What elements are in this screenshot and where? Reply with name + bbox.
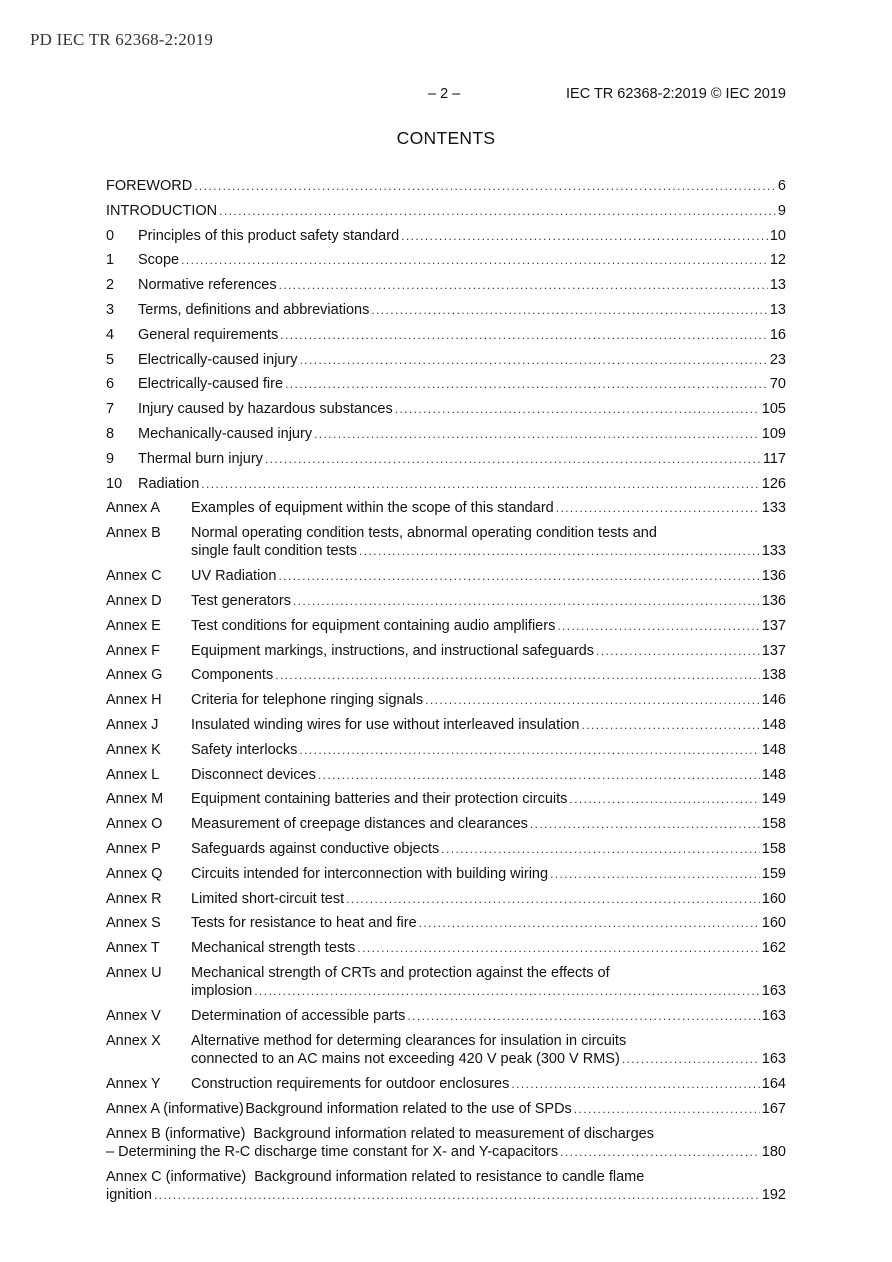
annex-label: Annex M — [106, 791, 164, 808]
toc-entry-annex-a[interactable] — [106, 499, 786, 517]
toc-entry-page: 70 — [769, 376, 786, 393]
clause-number: 1 — [106, 252, 115, 269]
annex-label: Annex P — [106, 841, 161, 858]
toc-entry-page: 10 — [769, 227, 786, 244]
toc-entry-title: Tests for resistance to heat and fire — [191, 915, 417, 932]
annex-label: Annex B — [106, 525, 161, 542]
dot-leader — [285, 375, 768, 393]
toc-entry-clause-0[interactable] — [106, 227, 786, 245]
document-code: PD IEC TR 62368-2:2019 — [30, 30, 214, 49]
dot-leader — [154, 1186, 760, 1204]
toc-entry-annex-x[interactable] — [106, 1032, 786, 1069]
dot-leader — [293, 592, 760, 610]
contents-title: CONTENTS — [396, 128, 496, 148]
clause-number: 4 — [106, 326, 115, 343]
annex-label: Annex G — [106, 667, 163, 684]
dot-leader — [530, 815, 760, 833]
annex-label: Annex Y — [106, 1075, 161, 1092]
toc-entry-title: Mechanical strength of CRTs and protection against the effects of — [191, 965, 610, 981]
toc-entry-page: 136 — [761, 593, 786, 610]
toc-entry-clause-3[interactable] — [106, 301, 786, 319]
dot-leader — [622, 1050, 760, 1068]
toc-entry-title: Terms, definitions and abbreviations — [138, 301, 370, 318]
toc-entry-annex-q[interactable] — [106, 865, 786, 883]
toc-entry-title: Scope — [138, 252, 180, 269]
toc-entry-title: INTRODUCTION — [106, 202, 218, 219]
toc-entry-title: Background information related to resistance to candle flame — [254, 1168, 645, 1185]
toc-entry-annex-t[interactable] — [106, 939, 786, 957]
toc-entry-introduction[interactable] — [106, 202, 786, 220]
annex-label: Annex Q — [106, 865, 163, 882]
dot-leader — [278, 567, 759, 585]
dot-leader — [569, 790, 759, 808]
toc-entry-title: Test generators — [191, 593, 291, 610]
toc-entry-page: 163 — [761, 983, 786, 1000]
toc-entry-page: 136 — [761, 568, 786, 585]
toc-entry-page: 12 — [769, 252, 786, 269]
toc-entry-informative-annex-b[interactable] — [106, 1125, 786, 1162]
toc-entry-title: Equipment markings, instructions, and instructional safeguards — [191, 642, 594, 659]
dot-leader — [280, 326, 768, 344]
toc-entry-title: Disconnect devices — [191, 766, 316, 783]
toc-entry-title: Safeguards against conductive objects — [191, 841, 440, 858]
toc-entry-annex-y[interactable] — [106, 1075, 786, 1093]
toc-entry-annex-e[interactable] — [106, 617, 786, 635]
toc-entry-title-continued: ignition — [106, 1186, 152, 1203]
annex-label: Annex A (informative) — [106, 1100, 244, 1117]
toc-entry-page: 133 — [761, 500, 786, 517]
dot-leader — [181, 251, 768, 269]
toc-entry-title: Background information related to measurement of discharges — [253, 1125, 654, 1142]
toc-entry-annex-l[interactable] — [106, 766, 786, 784]
annex-label: Annex O — [106, 816, 163, 833]
toc-entry-annex-g[interactable] — [106, 666, 786, 684]
dot-leader — [582, 716, 760, 734]
toc-entry-page: 16 — [769, 326, 786, 343]
toc-entry-annex-f[interactable] — [106, 642, 786, 660]
toc-entry-title: Mechanical strength tests — [191, 940, 356, 957]
toc-entry-page: 158 — [761, 841, 786, 858]
toc-entry-annex-u[interactable] — [106, 964, 786, 1001]
dot-leader — [357, 939, 759, 957]
dot-leader — [574, 1100, 760, 1118]
toc-entry-page: 163 — [761, 1008, 786, 1025]
toc-entry-page: 148 — [761, 766, 786, 783]
toc-entry-title: Normal operating condition tests, abnormal operating condition tests and — [191, 525, 657, 542]
toc-entry-title: FOREWORD — [106, 178, 193, 194]
dot-leader — [279, 276, 768, 294]
dot-leader — [346, 890, 760, 908]
toc-entry-annex-b[interactable] — [106, 524, 786, 561]
toc-entry-page: 148 — [761, 741, 786, 758]
toc-entry-title: Insulated winding wires for use without interleaved insulation — [191, 717, 580, 734]
toc-entry-title: Radiation — [138, 475, 200, 492]
annex-label: Annex C (informative) — [106, 1168, 247, 1185]
dot-leader — [596, 642, 760, 660]
dot-leader — [318, 766, 760, 784]
toc-entry-page: 117 — [762, 450, 786, 467]
annex-label: Annex F — [106, 642, 160, 659]
annex-label: Annex X — [106, 1032, 161, 1049]
toc-entry-title: Components — [191, 667, 274, 684]
toc-entry-title: Construction requirements for outdoor enclosures — [191, 1075, 510, 1092]
dot-leader — [556, 499, 760, 517]
toc-entry-page: 163 — [761, 1051, 786, 1068]
toc-entry-page: 6 — [777, 178, 786, 194]
toc-entry-page: 192 — [761, 1186, 786, 1203]
toc-entry-annex-d[interactable] — [106, 592, 786, 610]
toc-entry-page: 137 — [761, 617, 786, 634]
annex-label: Annex A — [106, 500, 161, 517]
toc-entry-title: Safety interlocks — [191, 741, 298, 758]
toc-entry-annex-p[interactable] — [106, 840, 786, 858]
toc-entry-foreword[interactable] — [106, 177, 786, 195]
dot-leader — [201, 475, 760, 493]
toc-entry-page: 159 — [761, 865, 786, 882]
dot-leader — [395, 400, 760, 418]
clause-number: 6 — [106, 376, 115, 393]
clause-number: 0 — [106, 227, 115, 244]
toc-entry-title: Criteria for telephone ringing signals — [191, 692, 424, 709]
dot-leader — [407, 1007, 759, 1025]
toc-entry-title: Mechanically-caused injury — [138, 425, 313, 442]
dot-leader — [441, 840, 760, 858]
annex-label: Annex R — [106, 890, 162, 907]
toc-entry-title: Limited short-circuit test — [191, 890, 345, 907]
toc-entry-page: 180 — [761, 1143, 786, 1160]
toc-entry-title: Electrically-caused fire — [138, 376, 284, 393]
toc-entry-clause-1[interactable] — [106, 251, 786, 269]
toc-entry-page: 158 — [761, 816, 786, 833]
toc-entry-title: Determination of accessible parts — [191, 1008, 406, 1025]
toc-entry-clause-4[interactable] — [106, 326, 786, 344]
toc-entry-title: Background information related to the use of SPDs — [245, 1100, 572, 1117]
dot-leader — [401, 227, 768, 245]
dot-leader — [560, 1143, 760, 1161]
annex-label: Annex E — [106, 617, 161, 634]
dot-leader — [314, 425, 760, 443]
clause-number: 8 — [106, 425, 115, 442]
toc-entry-annex-k[interactable] — [106, 741, 786, 759]
toc-entry-page: 167 — [761, 1100, 786, 1117]
toc-entry-page: 9 — [777, 202, 786, 219]
toc-entry-title: General requirements — [138, 326, 279, 343]
dot-leader — [550, 865, 760, 883]
dot-leader — [359, 542, 760, 560]
toc-entry-clause-6[interactable] — [106, 375, 786, 393]
page-reference: IEC TR 62368-2:2019 © IEC 2019 — [566, 86, 786, 102]
clause-number: 9 — [106, 450, 115, 467]
toc-entry-page: 148 — [761, 717, 786, 734]
toc-entry-title: UV Radiation — [191, 568, 277, 585]
dot-leader — [425, 691, 760, 709]
annex-label: Annex B (informative) — [106, 1125, 246, 1142]
toc-entry-clause-8[interactable] — [106, 425, 786, 443]
dot-leader — [265, 450, 761, 468]
toc-entry-page: 23 — [769, 351, 786, 368]
toc-entry-page: 162 — [761, 940, 786, 957]
toc-entry-annex-o[interactable] — [106, 815, 786, 833]
toc-entry-page: 109 — [761, 425, 786, 442]
toc-entry-annex-j[interactable] — [106, 716, 786, 734]
annex-label: Annex L — [106, 766, 160, 783]
toc-entry-title: Measurement of creepage distances and clearances — [191, 816, 528, 833]
clause-number: 7 — [106, 401, 115, 418]
toc-entry-title: Principles of this product safety standard — [138, 227, 400, 244]
toc-entry-title: Equipment containing batteries and their protection circuits — [191, 791, 568, 808]
dot-leader — [419, 914, 760, 932]
toc-entry-page: 160 — [761, 915, 786, 932]
toc-entry-title: Thermal burn injury — [138, 450, 263, 467]
toc-entry-title: Circuits intended for interconnection with building wiring — [191, 865, 549, 882]
toc-entry-informative-annex-c[interactable] — [106, 1168, 786, 1205]
toc-entry-annex-v[interactable] — [106, 1007, 786, 1025]
toc-entry-page: 13 — [769, 277, 786, 294]
page-number: – 2 – — [428, 86, 461, 102]
dot-leader — [557, 617, 759, 635]
toc-entry-title: Alternative method for determing clearances for insulation in circuits — [191, 1032, 627, 1049]
annex-label: Annex S — [106, 915, 161, 932]
toc-entry-page: 13 — [769, 301, 786, 318]
toc-entry-annex-m[interactable] — [106, 790, 786, 808]
toc-entry-clause-7[interactable] — [106, 400, 786, 418]
clause-number: 3 — [106, 301, 115, 318]
annex-label: Annex J — [106, 717, 159, 734]
toc-entry-clause-2[interactable] — [106, 276, 786, 294]
toc-entry-page: 149 — [761, 791, 786, 808]
annex-label: Annex K — [106, 741, 161, 758]
clause-number: 2 — [106, 277, 115, 294]
toc-entry-clause-9[interactable] — [106, 450, 786, 468]
annex-label: Annex V — [106, 1008, 161, 1025]
dot-leader — [299, 741, 759, 759]
toc-entry-page: 126 — [761, 475, 786, 492]
toc-entry-page: 146 — [761, 692, 786, 709]
toc-entry-title: Examples of equipment within the scope of this standard — [191, 500, 554, 517]
table-of-contents — [106, 177, 786, 1211]
toc-entry-clause-5[interactable] — [106, 351, 786, 369]
toc-entry-title: Normative references — [138, 277, 277, 294]
toc-entry-page: 164 — [761, 1075, 786, 1092]
toc-entry-page: 133 — [761, 543, 786, 560]
annex-label: Annex H — [106, 692, 162, 709]
toc-entry-page: 105 — [761, 401, 786, 418]
toc-entry-annex-c[interactable] — [106, 567, 786, 585]
toc-entry-page: 137 — [761, 642, 786, 659]
clause-number: 5 — [106, 351, 115, 368]
dot-leader — [275, 666, 760, 684]
dot-leader — [194, 177, 776, 195]
toc-entry-title: Injury caused by hazardous substances — [138, 401, 393, 418]
toc-entry-title: Electrically-caused injury — [138, 351, 298, 368]
dot-leader — [254, 982, 760, 1000]
toc-entry-title-continued: connected to an AC mains not exceeding 420 V peak (300 V RMS) — [191, 1051, 620, 1068]
annex-label: Annex T — [106, 940, 160, 957]
annex-label: Annex D — [106, 593, 162, 610]
toc-entry-informative-annex-a[interactable] — [106, 1100, 786, 1118]
toc-entry-clause-10[interactable] — [106, 475, 786, 493]
toc-entry-annex-r[interactable] — [106, 890, 786, 908]
clause-number: 10 — [106, 475, 123, 492]
toc-entry-title: Test conditions for equipment containing audio amplifiers — [191, 617, 556, 634]
dot-leader — [371, 301, 768, 319]
toc-entry-annex-s[interactable] — [106, 914, 786, 932]
annex-label: Annex U — [106, 965, 162, 981]
toc-entry-title-continued: single fault condition tests — [191, 543, 358, 560]
toc-entry-annex-h[interactable] — [106, 691, 786, 709]
annex-label: Annex C — [106, 568, 162, 585]
toc-entry-title-continued: – Determining the R-C discharge time constant for X- and Y-capacitors — [106, 1143, 559, 1160]
dot-leader — [511, 1075, 759, 1093]
dot-leader — [219, 202, 776, 220]
toc-entry-page: 138 — [761, 667, 786, 684]
toc-entry-title-continued: implosion — [191, 983, 253, 1000]
dot-leader — [300, 351, 768, 369]
toc-entry-page: 160 — [761, 890, 786, 907]
